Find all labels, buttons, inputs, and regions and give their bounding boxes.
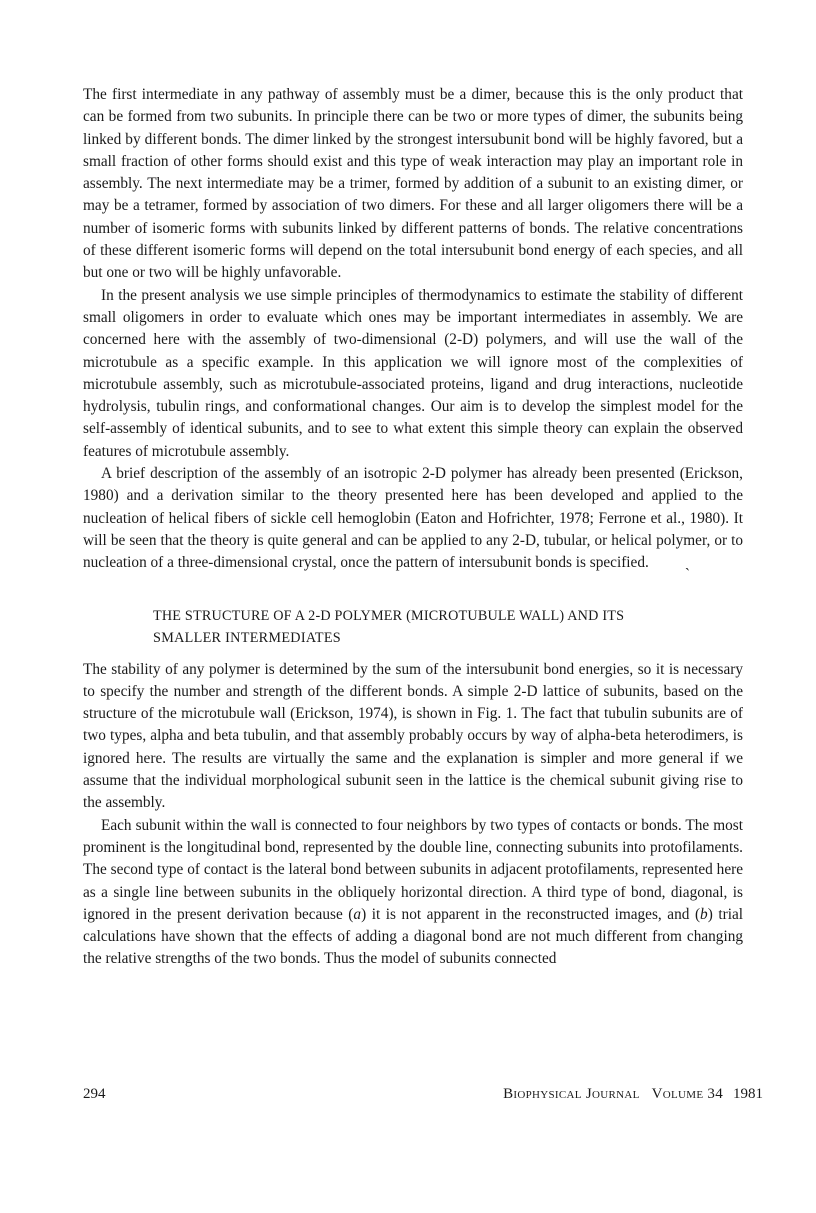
paragraph-5-text-b: ) it is not apparent in the reconstructed images, and ( (361, 905, 701, 923)
journal-volume: Volume 34 (651, 1086, 723, 1102)
paragraph-5-text-c: ) trial calculations have shown that the effects of adding a diagonal bond are not much different from changing the relative strengths of the two bonds. Thus the model of subunits connected (83, 905, 743, 968)
section-heading-line-2: SMALLER INTERMEDIATES (153, 629, 341, 646)
journal-name: Biophysical Journal (503, 1086, 640, 1102)
page-number: 294 (83, 1086, 106, 1102)
journal-year: 1981 (733, 1086, 763, 1102)
paragraph-5 (83, 815, 743, 971)
paragraph-4: The stability of any polymer is determined by the sum of the intersubunit bond energies, so it is necessary to specify the number and strength of the different bonds. A simple 2-D lattice of subunits, based on the structure of the microtubule wall (Erickson, 1974), is shown in Fig. 1. The fact that tubulin subunits are of two types, alpha and beta tubulin, and that assembly probably occurs by way of alpha-beta heterodimers, is ignored here. The results are virtually the same and the explanation is simpler and more general if we assume that the individual morphological subunit seen in the lattice is the chemical subunit giving rise to the assembly. (83, 660, 743, 812)
section-heading (83, 605, 743, 649)
paragraph-5-text-a: Each subunit within the wall is connected to four neighbors by two types of contacts or bonds. The most prominent is the longitudinal bond, represented by the double line, connecting subunits into protofilaments. The second type of contact is the lateral bond between subunits in adjacent protofilaments, represented here as a single line between subunits in the obliquely horizontal direction. A third type of bond, diagonal, is ignored in the present derivation because ( (83, 816, 743, 923)
stray-mark: ˎ (684, 554, 690, 572)
paragraph-5-italic-a: a (353, 905, 362, 923)
journal-citation (503, 1086, 763, 1103)
paragraph-1: The first intermediate in any pathway of assembly must be a dimer, because this is the only product that can be formed from two subunits. In principle there can be two or more types of dimer, the subunits being linked by different bonds. The dimer linked by the strongest intersubunit bond will be highly favored, but a small fraction of other forms should exist and this type of weak interaction may play an important role in assembly. The next intermediate may be a trimer, formed by addition of a subunit to an existing dimer, or may be a tetramer, formed by association of two dimers. For these and all larger oligomers there will be a number of isomeric forms with subunits linked by different patterns of bonds. The relative concentrations of these different isomeric forms will depend on the total intersubunit bond energy of each species, and all but one or two will be highly unfavorable. (83, 86, 743, 282)
article-body (83, 84, 743, 971)
paragraph-5-italic-b: b (700, 905, 708, 923)
section-heading-line-1: THE STRUCTURE OF A 2-D POLYMER (MICROTUBULE WALL) AND ITS (153, 607, 625, 624)
paragraph-2: In the present analysis we use simple principles of thermodynamics to estimate the stability of different small oligomers in order to evaluate which ones may be important intermediates in assembly. We are concerned here with the assembly of two-dimensional (2-D) polymers, and will use the wall of the microtubule as a specific example. In this application we will ignore most of the complexities of microtubule assembly, such as microtubule-associated proteins, ligand and drug interactions, nucleotide hydrolysis, tubulin rings, and conformational changes. Our aim is to develop the simplest model for the self-assembly of identical subunits, and to see to what extent this simple theory can explain the observed features of microtubule assembly. (83, 286, 743, 460)
paragraph-3-text: A brief description of the assembly of an isotropic 2-D polymer has already been presented (Erickson, 1980) and a derivation similar to the theory presented here has been developed and applied to the nucleation of helical fibers of sickle cell hemoglobin (Eaton and Hofrichter, 1978; Ferrone et al., 1980). It will be seen that the theory is quite general and can be applied to any 2-D, tubular, or helical polymer, or to nucleation of a three-dimensional crystal, once the pattern of intersubunit bonds is specified. (83, 465, 743, 572)
paragraph-3 (83, 463, 743, 574)
